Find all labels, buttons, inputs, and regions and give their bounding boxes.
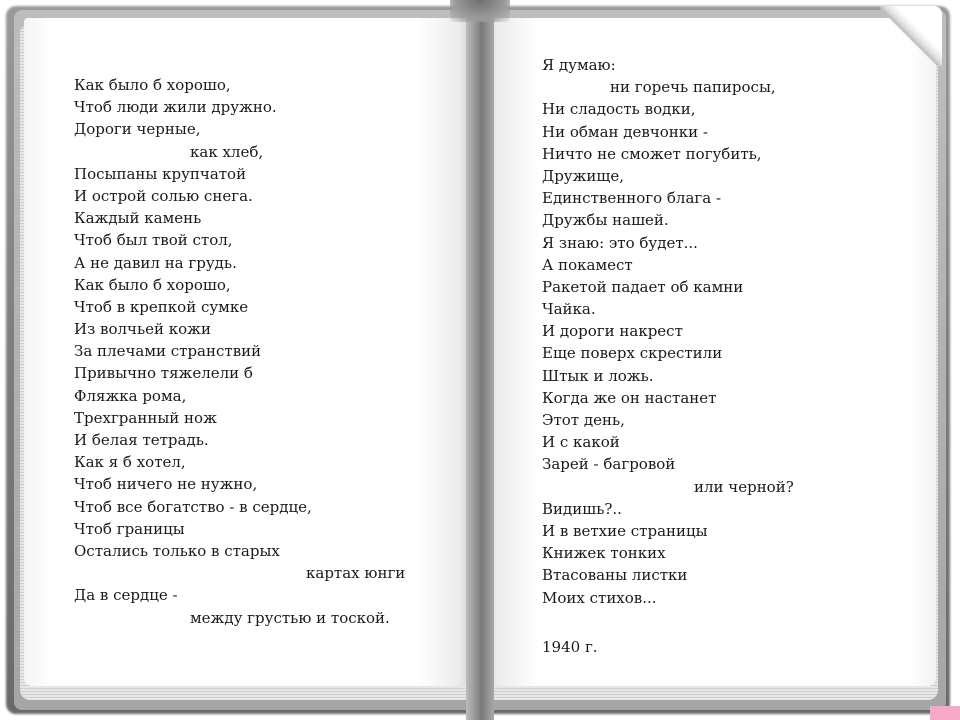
poem-line: Посыпаны крупчатой	[74, 164, 247, 183]
poem-line: Ни обман девчонки -	[542, 122, 708, 141]
poem-line: Чтоб все богатство - в сердце,	[74, 497, 312, 516]
poem-line: И дороги накрест	[542, 322, 683, 341]
poem-line: Чтоб границы	[74, 519, 185, 538]
poem-line: Дружище,	[542, 166, 625, 185]
poem-line: Чтоб был твой стол,	[74, 231, 233, 250]
poem-line: или черной?	[694, 477, 794, 496]
poem-line: И в ветхие страницы	[542, 521, 708, 540]
poem-line: Еще поверх скрестили	[542, 344, 723, 363]
poem-line: А покамест	[542, 255, 633, 274]
poem-year: 1940 г.	[542, 638, 598, 656]
poem-line: Единственного блага -	[542, 189, 722, 208]
poem-line: Чтоб в крепкой сумке	[74, 297, 249, 316]
poem-line: Привычно тяжелели б	[74, 364, 253, 383]
poem-line: Да в сердце -	[74, 586, 178, 605]
left-poem-text	[74, 74, 405, 629]
poem-line: За плечами странствий	[74, 342, 262, 361]
poem-line: Моих стихов...	[542, 588, 657, 607]
book-spine	[466, 0, 494, 720]
right-poem-text	[542, 54, 794, 609]
poem-line: И с какой	[542, 433, 620, 452]
poem-line: между грустью и тоской.	[190, 608, 390, 627]
spine-shadow	[450, 0, 510, 22]
poem-line: Видишь?..	[542, 499, 622, 518]
poem-line: как хлеб,	[190, 142, 264, 161]
poem-line: Дружбы нашей.	[542, 211, 669, 230]
poem-line: Как было б хорошо,	[74, 76, 231, 94]
poem-line: Чтоб ничего не нужно,	[74, 475, 258, 494]
poem-line: Чайка.	[542, 300, 596, 319]
poem-line: Чтоб люди жили дружно.	[74, 98, 277, 117]
poem-line: Ничто не сможет погубить,	[542, 144, 762, 163]
poem-line: Зарей - багровой	[542, 455, 676, 474]
poem-line: ни горечь папиросы,	[610, 78, 776, 97]
poem-line: Штык и ложь.	[542, 366, 654, 385]
poem-line: Я знаю: это будет...	[542, 233, 698, 252]
page-corner-curl	[880, 6, 942, 66]
poem-line: Как было б хорошо,	[74, 275, 231, 294]
corner-accent	[930, 706, 960, 720]
poem-line: Втасованы листки	[542, 566, 688, 585]
poem-line: Фляжка рома,	[74, 386, 187, 405]
poem-line: Ракетой падает об камни	[542, 277, 744, 296]
poem-line: Каждый камень	[74, 209, 202, 228]
poem-line: Из волчьей кожи	[74, 320, 211, 339]
poem-line: Дороги черные,	[74, 120, 201, 139]
poem-line: И острой солью снега.	[74, 186, 253, 205]
poem-line: Этот день,	[542, 411, 625, 429]
poem-line: Как я б хотел,	[74, 453, 186, 472]
poem-line: Остались только в старых	[74, 541, 280, 560]
poem-line: И белая тетрадь.	[74, 431, 209, 449]
poem-line: Я думаю:	[542, 56, 616, 74]
poem-line: Когда же он настанет	[542, 388, 717, 407]
poem-line: картах юнги	[306, 564, 406, 583]
poem-line: Трехгранный нож	[74, 408, 217, 427]
poem-line: Книжек тонких	[542, 544, 666, 563]
poem-line: А не давил на грудь.	[74, 253, 237, 272]
poem-line: Ни сладость водки,	[542, 100, 696, 119]
